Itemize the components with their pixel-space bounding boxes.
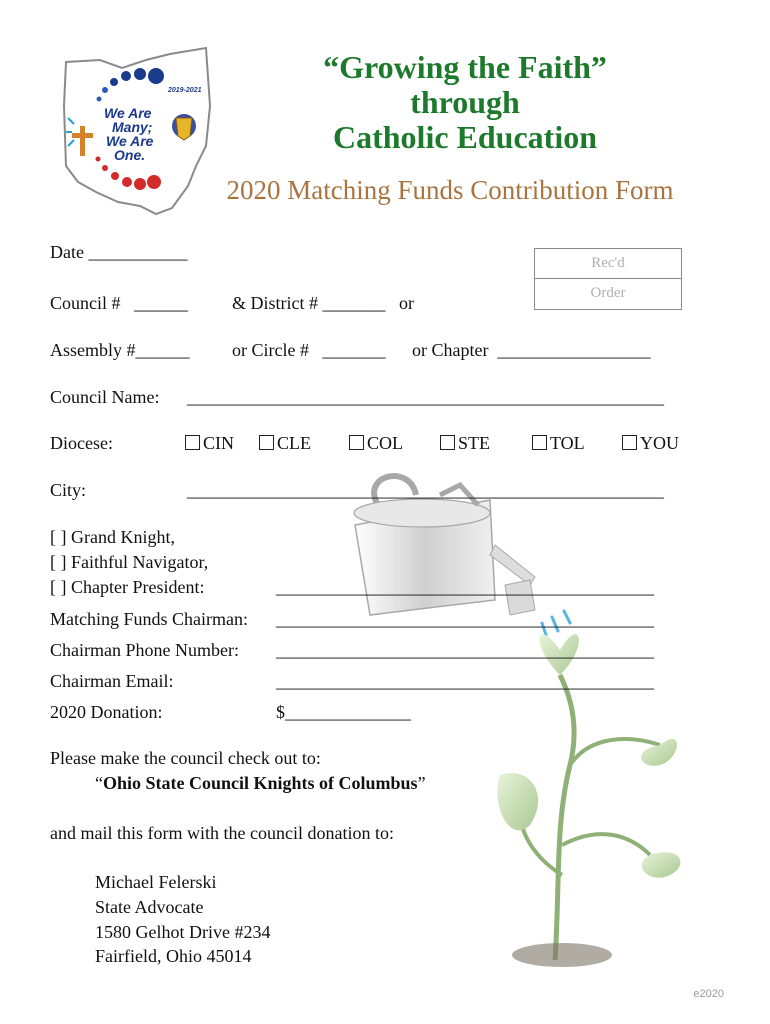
assembly-number-field[interactable]: Assembly #______ xyxy=(50,340,190,360)
title-line1: “Growing the Faith” xyxy=(323,49,607,85)
address-line4: Fairfield, Ohio 45014 xyxy=(95,946,252,966)
recd-label: Rec'd xyxy=(535,249,681,279)
donation-input[interactable]: $______________ xyxy=(276,702,411,722)
council-name-label: Council Name: xyxy=(50,387,160,407)
officer-chapter-president[interactable]: [ ] Chapter President: xyxy=(50,577,205,597)
donation-label: 2020 Donation: xyxy=(50,702,163,722)
checkbox-icon xyxy=(622,435,637,450)
checkbox-icon xyxy=(532,435,547,450)
chapter-field[interactable]: or Chapter _________________ xyxy=(412,340,651,360)
checkbox-icon xyxy=(185,435,200,450)
diocese-option-you[interactable]: YOU xyxy=(622,433,679,454)
diocese-label: Diocese: xyxy=(50,433,113,453)
form-subtitle: 2020 Matching Funds Contribution Form xyxy=(226,175,674,205)
ohio-logo xyxy=(60,46,220,216)
logo-line1: We Are xyxy=(104,105,152,121)
order-label: Order xyxy=(590,285,626,301)
city-label: City: xyxy=(50,480,87,500)
diocese-option-ste[interactable]: STE xyxy=(440,433,490,454)
diocese-option-col[interactable]: COL xyxy=(349,433,403,454)
form-code: e2020 xyxy=(693,988,724,1000)
diocese-option-cle[interactable]: CLE xyxy=(259,433,311,454)
chairman-input[interactable]: __________________________________________ xyxy=(276,609,654,629)
address-line1: Michael Felerski xyxy=(95,872,217,892)
office-use-box xyxy=(534,248,682,310)
address-line2: State Advocate xyxy=(95,897,204,917)
logo-years: 2019-2021 xyxy=(168,87,202,94)
circle-number-field[interactable]: or Circle # _______ xyxy=(232,340,386,360)
check-payable-instruction: Please make the council check out to: xyxy=(50,748,321,768)
chairman-phone-label: Chairman Phone Number: xyxy=(50,640,239,660)
officer-faithful-navigator[interactable]: [ ] Faithful Navigator, xyxy=(50,552,209,572)
logo-line3: We Are xyxy=(106,133,154,149)
city-input[interactable]: _____________________________________________________ xyxy=(187,480,664,500)
chairman-label: Matching Funds Chairman: xyxy=(50,609,248,629)
checkbox-icon xyxy=(259,435,274,450)
chairman-email-input[interactable]: __________________________________________ xyxy=(276,671,654,691)
diocese-option-tol[interactable]: TOL xyxy=(532,433,585,454)
officer-grand-knight[interactable]: [ ] Grand Knight, xyxy=(50,527,175,547)
checkbox-icon xyxy=(440,435,455,450)
diocese-option-cin[interactable]: CIN xyxy=(185,433,234,454)
logo-line4: One. xyxy=(114,147,146,163)
title-line2: through xyxy=(410,84,520,120)
officer-name-input[interactable]: __________________________________________ xyxy=(276,577,654,597)
payee-name: “Ohio State Council Knights of Columbus” xyxy=(95,773,426,793)
council-number-field[interactable]: Council # ______ xyxy=(50,293,188,313)
district-number-field[interactable]: & District # _______ or xyxy=(232,293,414,313)
checkbox-icon xyxy=(349,435,364,450)
chairman-email-label: Chairman Email: xyxy=(50,671,174,691)
address-line3: 1580 Gelhot Drive #234 xyxy=(95,922,271,942)
chairman-phone-input[interactable]: __________________________________________ xyxy=(276,640,654,660)
logo-line2: Many; xyxy=(112,119,153,135)
date-field[interactable]: Date ___________ xyxy=(50,242,188,262)
council-name-input[interactable]: _____________________________________________________ xyxy=(187,387,664,407)
mail-instruction: and mail this form with the council donation to: xyxy=(50,823,394,843)
title-line3: Catholic Education xyxy=(332,119,598,155)
